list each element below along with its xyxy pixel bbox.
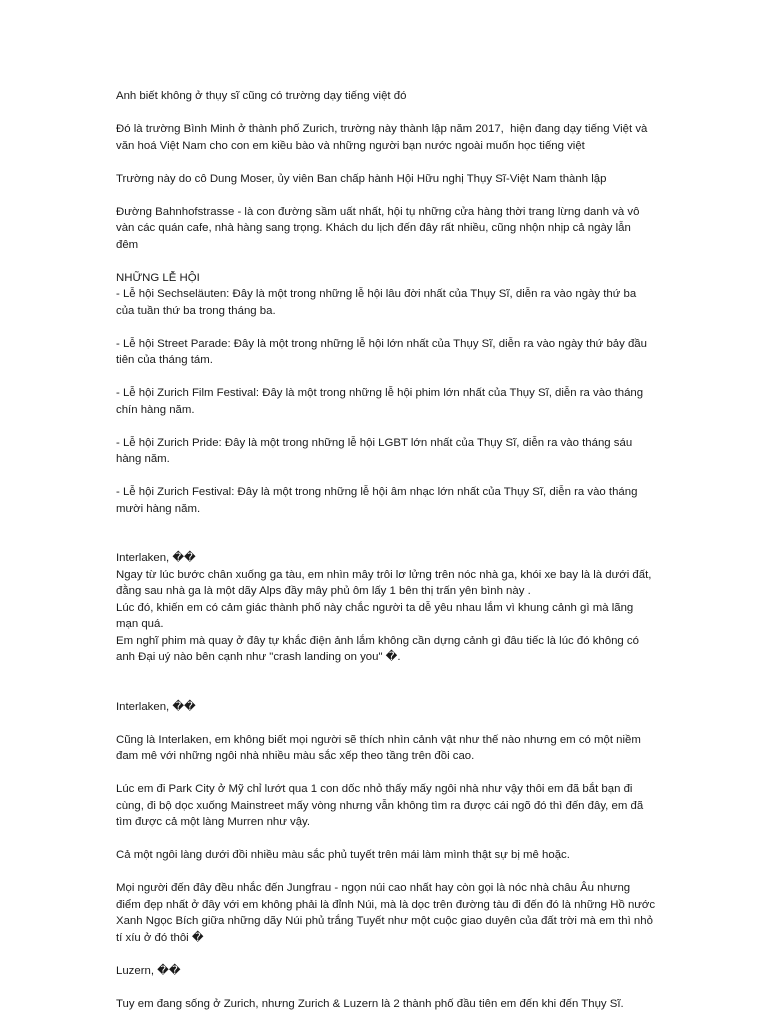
interlaken-heading: Interlaken, �� <box>116 552 196 564</box>
luzern-paragraph: Tuy em đang sống ở Zurich, nhưng Zurich & Luzern là 2 thành phố đầu tiên em đến khi đến Thụy Sĩ. <box>116 997 624 1010</box>
intro-paragraph: Anh biết không ở thụy sĩ cũng có trường dạy tiếng việt đó <box>116 90 407 102</box>
interlaken-paragraph: Cũng là Interlaken, em không biết mọi người sẽ thích nhìn cảnh vật như thế nào nhưng em có một niềm đam mê với những ngôi nhà nhiều màu sắc xếp theo tầng trên đồi cao. <box>116 733 645 762</box>
interlaken-paragraph: Mọi người đến đây đều nhắc đến Jungfrau - ngọn núi cao nhất hay còn gọi là nóc nhà châu Âu nhưng điểm đẹp nhất ở đây với em không phải là đỉnh Núi, mà là dọc trên đường tàu đi đến đó là những Hồ nước Xanh Ngọc Bích giữa những dãy Núi phủ trắng Tuyết như một cuộc giao duyên của đất trời mà em thì nhỏ tí xíu ở đó thôi � <box>116 882 659 944</box>
document-page <box>116 88 659 1029</box>
interlaken-line: Lúc đó, khiến em có cảm giác thành phố này chắc người ta dễ yêu nhau lắm vì khung cảnh gì mà lãng mạn quá. <box>116 601 637 630</box>
interlaken-heading: Interlaken, �� <box>116 700 196 713</box>
interlaken-line: Em nghĩ phim mà quay ở đây tự khắc điện ảnh lắm không cần dựng cảnh gì đâu tiếc là lúc đó không có anh Đại uý nào bên cạnh như "crash landing on you" �. <box>116 634 643 663</box>
bahnhofstrasse-paragraph: Đường Bahnhofstrasse - là con đường sầm uất nhất, hội tụ những cửa hàng thời trang lừng danh và vô vàn các quán cafe, nhà hàng sang trọng. Khách du lịch đến đây rất nhiều, cũng nhộn nhịp cả ngày lẫn đêm <box>116 205 643 251</box>
interlaken-paragraph: Cả một ngôi làng dưới đồi nhiều màu sắc phủ tuyết trên mái làm mình thật sự bị mê hoặc. <box>116 849 570 861</box>
festivals-heading: NHỮNG LỄ HỘI <box>116 271 200 284</box>
school-paragraph: Đó là trường Bình Minh ở thành phố Zurich, trường này thành lập năm 2017, hiện đang dạy tiếng Việt và văn hoá Việt Nam cho con em kiều bào và những người bạn nước ngoài muốn học tiếng việt <box>116 123 651 152</box>
festival-item: - Lễ hội Sechseläuten: Đây là một trong những lễ hội lâu đời nhất của Thụy Sĩ, diễn ra vào ngày thứ ba của tuần thứ ba trong tháng ba. <box>116 288 640 317</box>
founder-paragraph: Trường này do cô Dung Moser, ủy viên Ban chấp hành Hội Hữu nghị Thụy Sĩ-Việt Nam thành lập <box>116 172 607 185</box>
festival-item: - Lễ hội Zurich Festival: Đây là một trong những lễ hội âm nhạc lớn nhất của Thụy Sĩ, diễn ra vào tháng mười hàng năm. <box>116 486 641 515</box>
luzern-heading: Luzern, �� <box>116 964 181 977</box>
festival-item: - Lễ hội Street Parade: Đây là một trong những lễ hội lớn nhất của Thụy Sĩ, diễn ra vào ngày thứ bảy đầu tiên của tháng tám. <box>116 337 651 366</box>
festival-item: - Lễ hội Zurich Film Festival: Đây là một trong những lễ hội phim lớn nhất của Thụy Sĩ, diễn ra vào tháng chín hàng năm. <box>116 387 647 416</box>
interlaken-paragraph: Lúc em đi Park City ở Mỹ chỉ lướt qua 1 con dốc nhỏ thấy mấy ngôi nhà như vậy thôi em đã bắt bạn đi cùng, đi bộ dọc xuống Mainstreet mấy vòng nhưng vẫn không tìm ra được cái ngõ đó thì đến đây, em đã tìm được cả một làng Murren như vậy. <box>116 783 647 828</box>
interlaken-line: Ngay từ lúc bước chân xuống ga tàu, em nhìn mây trôi lơ lửng trên nóc nhà ga, khói xe bay là là dưới đất, đằng sau nhà ga là một dãy Alps đầy mây phủ ôm lấy 1 bên thị trấn yên bình này . <box>116 568 655 597</box>
festival-item: - Lễ hội Zurich Pride: Đây là một trong những lễ hội LGBT lớn nhất của Thụy Sĩ, diễn ra vào tháng sáu hàng năm. <box>116 436 636 465</box>
